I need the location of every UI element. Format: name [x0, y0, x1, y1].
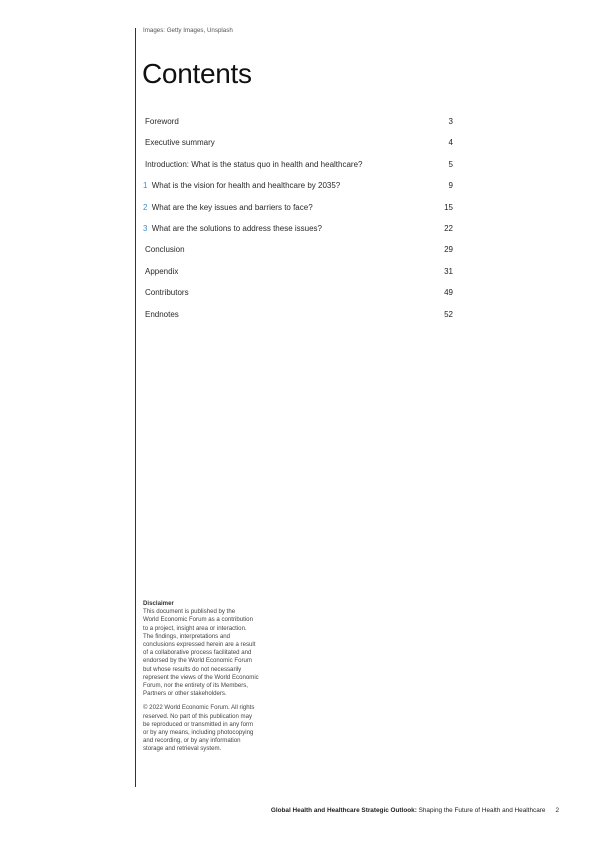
- toc-item-page: 3: [448, 117, 453, 126]
- toc-item-label: [143, 267, 178, 276]
- toc-item-label: [143, 288, 189, 297]
- toc-item-page: 29: [444, 245, 453, 255]
- toc-item-label: [143, 117, 179, 126]
- toc-item-executive-summary[interactable]: [143, 138, 453, 159]
- toc-item-label: [143, 245, 185, 254]
- toc-item-label: [143, 181, 340, 190]
- toc-item-text: Conclusion: [145, 245, 185, 255]
- toc-item-text: Foreword: [145, 117, 179, 126]
- footer-report-title: Global Health and Healthcare Strategic Outlook:: [270, 807, 417, 814]
- toc-item-contributors[interactable]: [143, 288, 453, 309]
- toc-item-page: 52: [444, 309, 453, 319]
- toc-item-conclusion[interactable]: [143, 245, 453, 266]
- toc-item-label: [143, 224, 322, 233]
- disclaimer-heading: Disclaimer: [143, 600, 174, 607]
- page-footer: [271, 807, 559, 814]
- toc-item-chapter-3[interactable]: [143, 224, 453, 245]
- copyright-notice: © 2022 World Economic Forum. All rights reserved. No part of this publication may be reproduced or transmitted in any form or by any means, including photocopying and recording, or by any information storage and retrieval system.: [143, 704, 255, 753]
- toc-item-appendix[interactable]: [143, 267, 453, 288]
- toc-item-page: 5: [448, 159, 453, 169]
- footer-report-subtitle: Shaping the Future of Health and Healthcare: [416, 807, 546, 814]
- table-of-contents: [143, 117, 453, 331]
- toc-item-page: 22: [444, 223, 453, 233]
- toc-item-page: 49: [444, 288, 453, 298]
- toc-item-introduction[interactable]: [143, 160, 453, 181]
- toc-item-text: What are the key issues and barriers to face?: [151, 202, 313, 212]
- toc-item-number: 2: [143, 202, 148, 212]
- toc-item-number: 1: [143, 181, 148, 191]
- toc-item-label: [143, 310, 179, 319]
- toc-item-label: [143, 203, 313, 212]
- toc-item-text: Executive summary: [145, 138, 215, 148]
- toc-item-label: [143, 138, 215, 147]
- toc-item-chapter-1[interactable]: [143, 181, 453, 202]
- toc-item-text: Introduction: What is the status quo in health and healthcare?: [145, 159, 363, 169]
- vertical-rule: [135, 28, 136, 787]
- toc-item-page: 31: [444, 266, 453, 276]
- toc-item-chapter-2[interactable]: [143, 203, 453, 224]
- toc-item-text: Appendix: [145, 266, 179, 276]
- toc-item-endnotes[interactable]: [143, 310, 453, 331]
- toc-item-page: 9: [448, 181, 453, 191]
- toc-item-text: Contributors: [145, 288, 189, 298]
- toc-item-foreword[interactable]: [143, 117, 453, 138]
- image-credits: Images: Getty Images, Unsplash: [143, 27, 233, 34]
- footer-page-number: 2: [555, 807, 559, 814]
- toc-item-number: 3: [143, 223, 148, 233]
- toc-item-text: What is the vision for health and healthcare by 2035?: [151, 181, 341, 191]
- toc-item-page: 4: [448, 138, 453, 148]
- toc-item-text: Endnotes: [145, 309, 179, 319]
- toc-item-page: 15: [444, 202, 453, 212]
- disclaimer-block: [143, 600, 293, 754]
- page-title: Contents: [142, 58, 252, 89]
- toc-item-label: [143, 160, 362, 169]
- disclaimer-body: This document is published by the World Economic Forum as a contribution to a project, insight area or interaction. The findings, interpretations and conclusions expressed herein are a result of a collaborative process facilitated and endorsed by the World Economic Forum but whose results do not necessarily represent the views of the World Economic Forum, nor the entirety of its Members, Partners or other stakeholders.: [143, 608, 259, 698]
- toc-item-text: What are the solutions to address these issues?: [151, 223, 323, 233]
